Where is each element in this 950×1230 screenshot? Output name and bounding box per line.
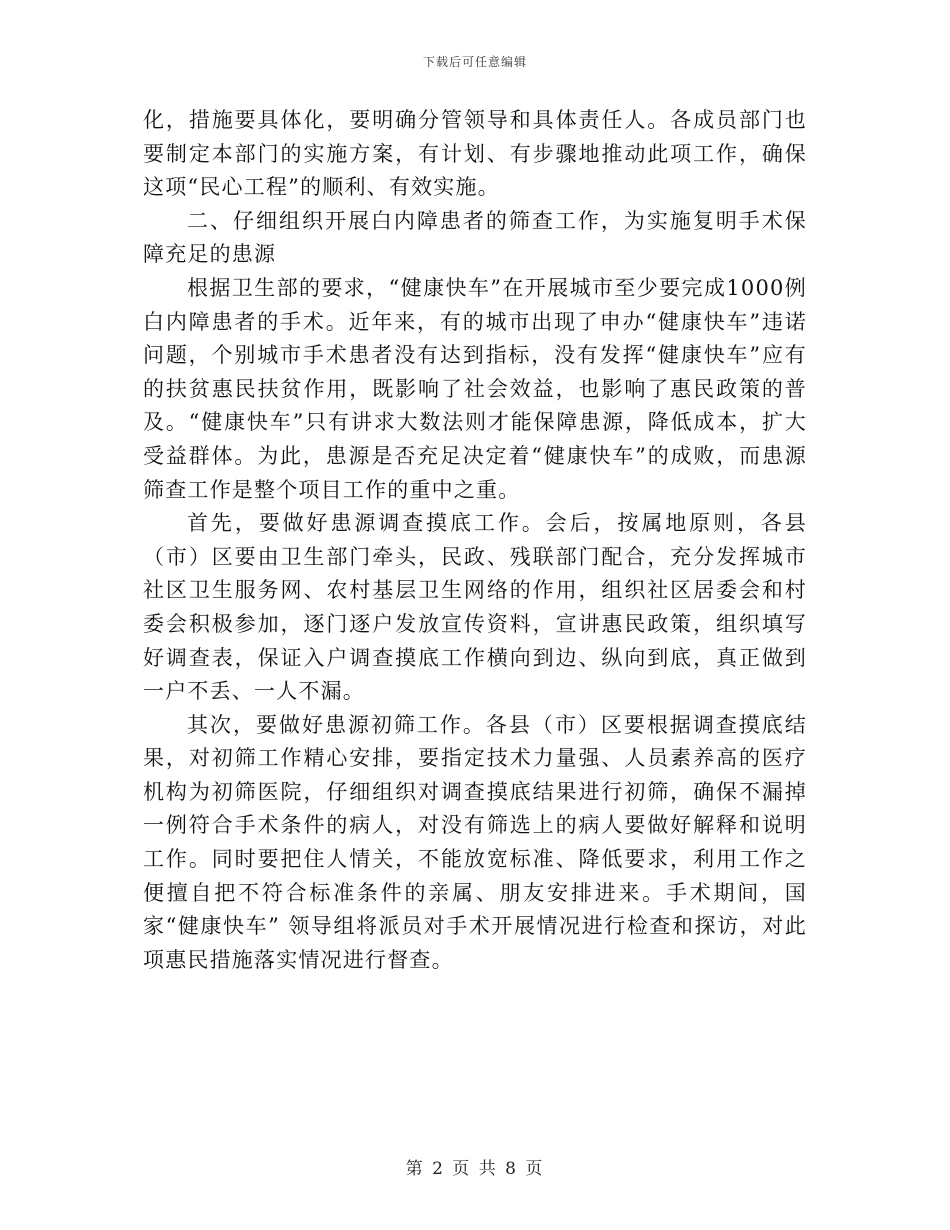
paragraph-continuation: 化，措施要具体化，要明确分管领导和具体责任人。各成员部门也要制定本部门的实施方案，有计划、有步骤地推动此项工作，确保这项“民心工程”的顺利、有效实施。: [143, 108, 807, 200]
paragraph-second-screening: 其次，要做好患源初筛工作。各县（市）区要根据调查摸底结果，对初筛工作精心安排，要指定技术力量强、人员素养高的医疗机构为初筛医院，仔细组织对调查摸底结果进行初筛，确保不漏掉一例符合手术条件的病人，对没有筛选上的病人要做好解释和说明工作。同时要把住人情关，不能放宽标准、降低要求，利用工作之便擅自把不符合标准条件的亲属、朋友安排进来。手术期间，国家“健康快车” 领导组将派员对手术开展情况进行检查和探访，对此项惠民措施落实情况进行督查。: [143, 712, 807, 972]
section-heading: 二、仔细组织开展白内障患者的筛查工作，为实施复明手术保障充足的患源: [143, 208, 807, 267]
header-note: 下载后可任意编辑: [422, 55, 527, 69]
paragraph-first-survey: 首先，要做好患源调查摸底工作。会后，按属地原则，各县（市）区要由卫生部门牵头，民政、残联部门配合，充分发挥城市社区卫生服务网、农村基层卫生网络的作用，组织社区居委会和村委会积极参加，逐门逐户发放宣传资料，宣讲惠民政策，组织填写好调查表，保证入户调查摸底工作横向到边、纵向到底，真正做到一户不丢、一人不漏。: [143, 511, 807, 704]
page-number: 第 2 页 共 8 页: [405, 1159, 545, 1179]
document-body: [143, 104, 807, 977]
paragraph-requirements: 根据卫生部的要求，“健康快车”在开展城市至少要完成1000例白内障患者的手术。近年来，有的城市出现了申办“健康快车”违诺问题，个别城市手术患者没有达到指标，没有发挥“健康快车”应有的扶贫惠民扶贫作用，既影响了社会效益，也影响了惠民政策的普及。“健康快车”只有讲求大数法则才能保障患源，降低成本，扩大受益群体。为此，患源是否充足决定着“健康快车”的成败，而患源筛查工作是整个项目工作的重中之重。: [143, 275, 807, 502]
